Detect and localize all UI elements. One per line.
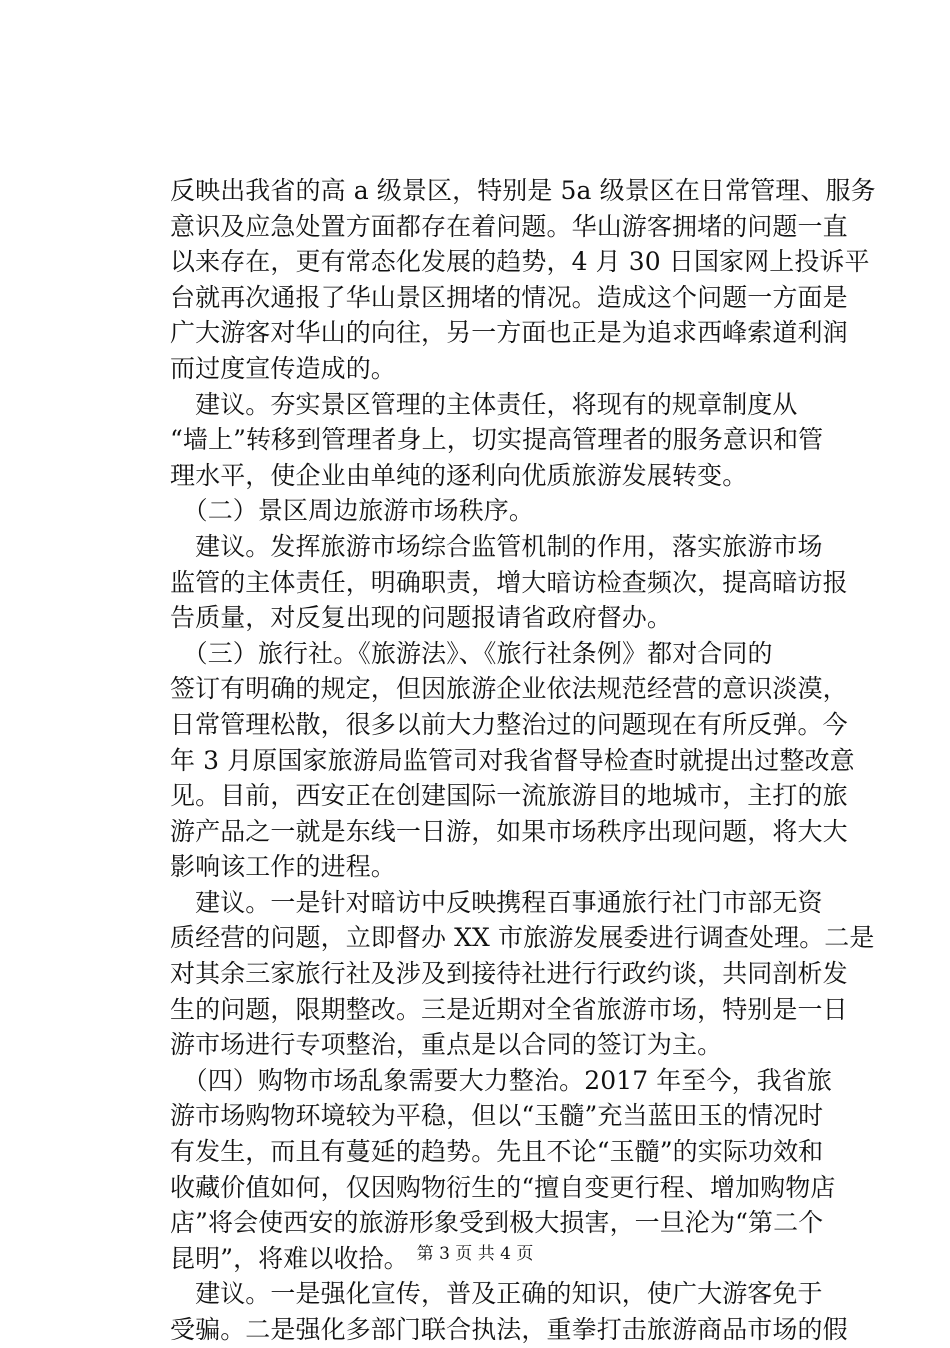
text-line: “墙上”转移到管理者身上，切实提高管理者的服务意识和管 bbox=[170, 425, 824, 455]
text-line: 建议。一是强化宣传，普及正确的知识，使广大游客免于 bbox=[170, 1279, 823, 1309]
text-line: 对其余三家旅行社及涉及到接待社进行行政约谈，共同剖析发 bbox=[170, 959, 848, 989]
text-line: 反映出我省的高 a 级景区，特别是 5a 级景区在日常管理、服务 bbox=[170, 176, 876, 205]
text-line: 游产品之一就是东线一日游，如果市场秩序出现问题，将大大 bbox=[170, 816, 848, 846]
text-line: 店”将会使西安的旅游形象受到极大损害，一旦沦为“第二个 bbox=[170, 1208, 824, 1238]
text-line: 签订有明确的规定，但因旅游企业依法规范经营的意识淡漠， bbox=[170, 674, 848, 704]
text-line: （四）购物市场乱象需要大力整治。2017 年至今，我省旅 bbox=[170, 1065, 832, 1095]
text-line: （三）旅行社。《旅游法》、《旅行社条例》都对合同的 bbox=[170, 638, 773, 668]
text-line: 质经营的问题，立即督办 XX 市旅游发展委进行调查处理。二是 bbox=[170, 923, 875, 953]
text-line: 收藏价值如何，仅因购物衍生的“擅自变更行程、增加购物店 bbox=[170, 1172, 836, 1202]
text-line: 受骗。二是强化多部门联合执法，重拳打击旅游商品市场的假 bbox=[170, 1315, 848, 1344]
text-line: 见。目前，西安正在创建国际一流旅游目的地城市，主打的旅 bbox=[170, 781, 848, 811]
text-line: 监管的主体责任，明确职责，增大暗访检查频次，提高暗访报 bbox=[170, 567, 848, 597]
text-line: 以来存在，更有常态化发展的趋势，4 月 30 日国家网上投诉平 bbox=[170, 247, 870, 277]
text-line: 有发生，而且有蔓延的趋势。先且不论“玉髓”的实际功效和 bbox=[170, 1137, 824, 1167]
text-line: 日常管理松散，很多以前大力整治过的问题现在有所反弹。今 bbox=[170, 709, 848, 739]
text-line: 而过度宣传造成的。 bbox=[170, 353, 396, 383]
text-line: 游市场进行专项整治，重点是以合同的签订为主。 bbox=[170, 1030, 723, 1060]
text-line: 建议。一是针对暗访中反映携程百事通旅行社门市部无资 bbox=[170, 887, 823, 917]
text-line: 生的问题，限期整改。三是近期对全省旅游市场，特别是一日 bbox=[170, 994, 848, 1024]
text-line: 理水平，使企业由单纯的逐利向优质旅游发展转变。 bbox=[170, 460, 748, 490]
text-line: 意识及应急处置方面都存在着问题。华山游客拥堵的问题一直 bbox=[170, 211, 848, 241]
text-line: 游市场购物环境较为平稳，但以“玉髓”充当蓝田玉的情况时 bbox=[170, 1101, 824, 1131]
text-line: 昆明”，将难以收拾。 bbox=[170, 1243, 409, 1273]
page-number-footer: 第 3 页 共 4 页 bbox=[416, 1244, 534, 1264]
text-line: 告质量，对反复出现的问题报请省政府督办。 bbox=[170, 603, 673, 633]
body-text bbox=[170, 173, 876, 1348]
text-line: 年 3 月原国家旅游局监管司对我省督导检查时就提出过整改意 bbox=[170, 745, 855, 775]
section-heading: （二）景区周边旅游市场秩序。 bbox=[170, 496, 535, 526]
text-line: 广大游客对华山的向往，另一方面也正是为追求西峰索道利润 bbox=[170, 318, 848, 348]
text-line: 影响该工作的进程。 bbox=[170, 852, 396, 882]
text-line: 建议。发挥旅游市场综合监管机制的作用，落实旅游市场 bbox=[170, 531, 823, 561]
text-line: 建议。夯实景区管理的主体责任，将现有的规章制度从 bbox=[170, 389, 798, 419]
text-line: 台就再次通报了华山景区拥堵的情况。造成这个问题一方面是 bbox=[170, 282, 848, 312]
